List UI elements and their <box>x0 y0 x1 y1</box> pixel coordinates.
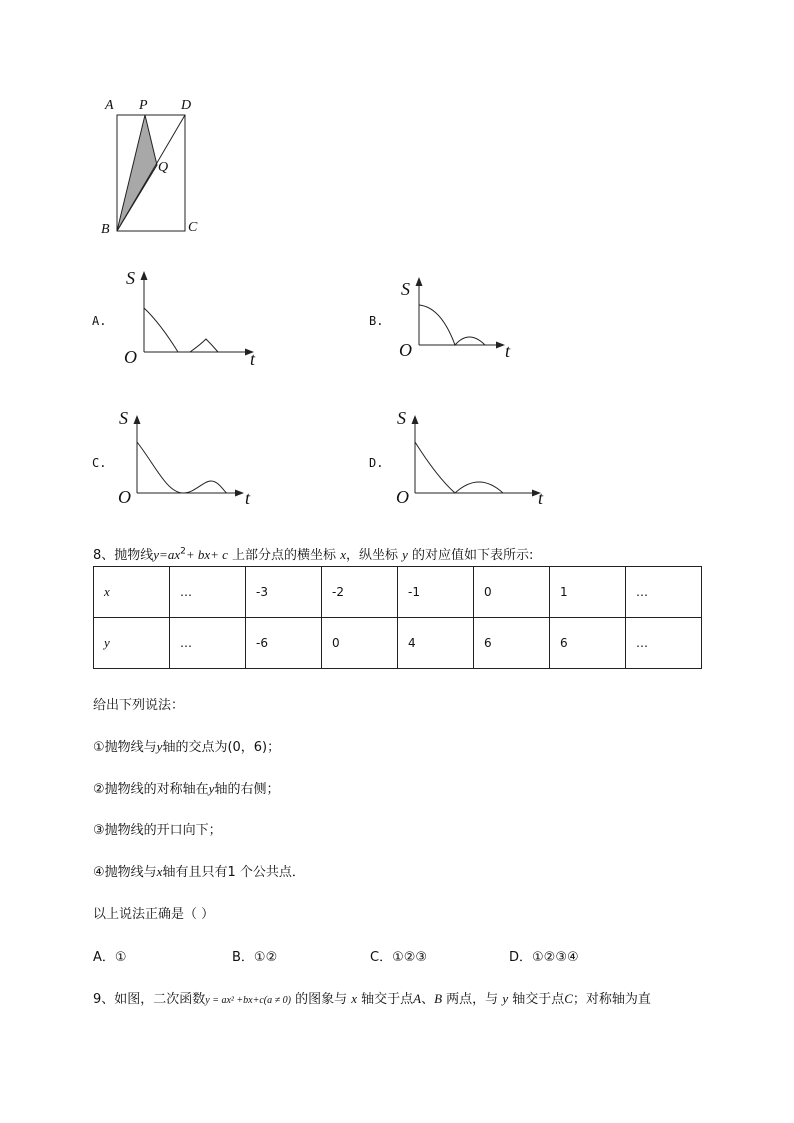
table-cell: y <box>94 618 170 669</box>
q9-var: A <box>413 991 422 1006</box>
statement-text: ②抛物线的对称轴在 <box>93 782 209 797</box>
statement-1 <box>93 736 280 755</box>
choice-b: B．①② <box>232 950 278 965</box>
q8-middle2: ，纵坐标 <box>345 548 403 563</box>
choice-a: A．① <box>93 950 127 965</box>
origin-label: O <box>118 487 131 507</box>
graph-curve <box>137 442 227 493</box>
q9-var: B <box>434 991 443 1006</box>
y-axis-arrow <box>141 271 148 280</box>
q9-text: 、 <box>421 992 435 1007</box>
label-p: P <box>139 98 148 113</box>
statement-var: y <box>208 781 215 796</box>
label-c: C <box>188 220 198 235</box>
table-cell: 0 <box>322 618 398 669</box>
q8-formula-rest: + bx+ c <box>185 547 228 562</box>
value-table <box>93 566 702 669</box>
table-cell: -2 <box>322 567 398 618</box>
q9-stem <box>93 988 651 1007</box>
y-axis-arrow <box>134 415 141 424</box>
graph-curve <box>144 308 218 352</box>
label-b: B <box>101 222 110 237</box>
origin-label: O <box>396 487 409 507</box>
axis-s-label: S <box>401 279 410 299</box>
statement-var: y <box>156 739 163 754</box>
label-a: A <box>105 98 114 113</box>
statement-text: ①抛物线与 <box>93 740 157 755</box>
q8-sup: 2 <box>180 546 186 557</box>
q8-stem <box>93 544 533 563</box>
label-q: Q <box>158 160 169 175</box>
statement-var: x <box>156 864 163 879</box>
x-axis-arrow <box>496 342 505 349</box>
statement-text: 轴的右侧； <box>214 782 280 797</box>
q8-var-x: x <box>340 547 346 562</box>
statement-4 <box>93 861 305 880</box>
table-cell: -1 <box>398 567 474 618</box>
q9-text: 轴交于点 <box>356 992 414 1007</box>
q9-var: y <box>502 991 509 1006</box>
statement-text: 轴的交点为(0，6)； <box>162 740 281 755</box>
q8-middle: 上部分点的横坐标 <box>227 548 341 563</box>
q8-question: 以上说法正确是（ ） <box>93 907 215 922</box>
table-cell: -6 <box>246 618 322 669</box>
q8-formula: y=ax <box>153 547 181 562</box>
q9-var: C <box>564 991 573 1006</box>
q9-prefix: 9、如图，二次函数 <box>93 992 206 1007</box>
table-cell: … <box>626 567 702 618</box>
table-row-y <box>94 618 702 669</box>
label-d: D <box>181 98 192 113</box>
axis-t-label: t <box>538 488 544 508</box>
diagonal-bd <box>117 115 185 231</box>
choice-c: C．①②③ <box>370 950 428 965</box>
q8-prefix: 8、抛物线 <box>93 548 154 563</box>
option-b-letter: B. <box>369 314 384 328</box>
statement-text: ④抛物线与 <box>93 865 157 880</box>
graph-curve <box>415 442 503 493</box>
axis-t-label: t <box>505 341 511 361</box>
option-d-letter: D. <box>369 456 384 470</box>
axis-t-label: t <box>250 349 256 369</box>
statement-3 <box>93 819 222 838</box>
axis-t-label: t <box>245 488 251 508</box>
q9-text: 的图象与 <box>290 992 352 1007</box>
origin-label: O <box>399 340 412 360</box>
graph-curve <box>419 305 485 345</box>
q8-intro: 给出下列说法： <box>93 698 185 713</box>
q9-text: 两点，与 <box>442 992 503 1007</box>
table-cell: x <box>94 567 170 618</box>
q8-var-y: y <box>402 547 408 562</box>
table-cell: 4 <box>398 618 474 669</box>
table-cell: … <box>170 618 246 669</box>
axis-s-label: S <box>119 408 128 428</box>
table-cell: 1 <box>550 567 626 618</box>
q9-var: x <box>351 991 357 1006</box>
table-cell: … <box>170 567 246 618</box>
q9-text: ；对称轴为直 <box>572 992 651 1007</box>
y-axis-arrow <box>416 277 423 286</box>
q9-text: 轴交于点 <box>508 992 565 1007</box>
option-c-letter: C. <box>92 456 107 470</box>
origin-label: O <box>124 347 137 367</box>
option-a-letter: A. <box>92 314 107 328</box>
y-axis-arrow <box>412 415 419 424</box>
axis-s-label: S <box>397 408 406 428</box>
q9-formula: y = ax² +bx+c(a ≠ 0) <box>205 995 291 1006</box>
table-cell: 0 <box>474 567 550 618</box>
q8-suffix: 的对应值如下表所示: <box>407 548 534 563</box>
x-axis-arrow <box>235 490 244 497</box>
statement-text: 轴有且只有1 个公共点． <box>162 865 305 880</box>
table-cell: 6 <box>550 618 626 669</box>
axis-s-label: S <box>126 268 135 288</box>
statement-2 <box>93 778 279 797</box>
table-cell: 6 <box>474 618 550 669</box>
table-cell: -3 <box>246 567 322 618</box>
table-cell: … <box>626 618 702 669</box>
choice-d: D．①②③④ <box>509 950 579 965</box>
table-row-x <box>94 567 702 618</box>
statement-text: ③抛物线的开口向下； <box>93 823 222 838</box>
